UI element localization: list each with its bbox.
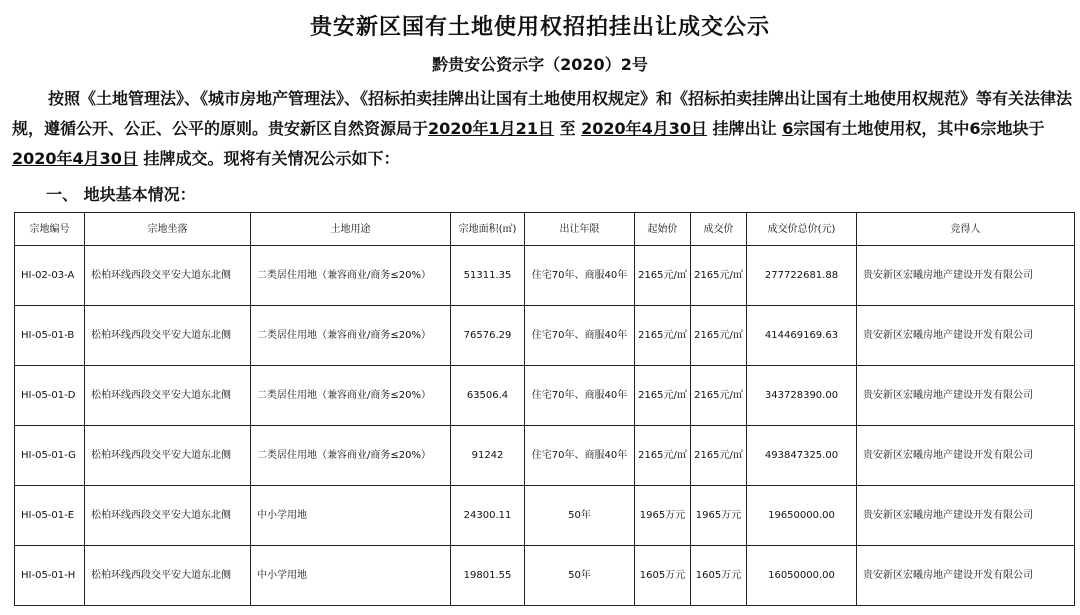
cell-land-use: 中小学用地	[251, 546, 451, 606]
header-deal-price: 成交价	[691, 213, 747, 246]
cell-parcel-id: HI-05-01-E	[15, 486, 85, 546]
cell-winner: 贵安新区宏曦房地产建设开发有限公司	[857, 486, 1075, 546]
table-row	[15, 246, 1075, 306]
cell-area: 19801.55	[451, 546, 525, 606]
intro-text-3: 挂牌出让	[707, 119, 783, 138]
cell-winner: 贵安新区宏曦房地产建设开发有限公司	[857, 366, 1075, 426]
cell-location: 松柏环线西段交平安大道东北侧	[85, 546, 251, 606]
cell-location: 松柏环线西段交平安大道东北侧	[85, 486, 251, 546]
document-number: 黔贵安公资示字（2020）2号	[432, 55, 648, 74]
cell-area: 51311.35	[451, 246, 525, 306]
cell-land-use: 二类居住用地（兼容商业/商务≤20%）	[251, 306, 451, 366]
start-date: 2020年1月21日	[428, 119, 554, 138]
cell-deal-price: 2165元/㎡	[691, 306, 747, 366]
cell-total-price: 19650000.00	[747, 486, 857, 546]
cell-land-use: 二类居住用地（兼容商业/商务≤20%）	[251, 426, 451, 486]
intro-text-2: 至	[553, 119, 582, 138]
table-header-row	[15, 213, 1075, 246]
cell-term: 住宅70年、商服40年	[525, 306, 635, 366]
parcel-table	[14, 212, 1075, 606]
cell-deal-price: 1965万元	[691, 486, 747, 546]
cell-parcel-id: HI-05-01-H	[15, 546, 85, 606]
cell-deal-price: 1605万元	[691, 546, 747, 606]
cell-start-price: 1965万元	[635, 486, 691, 546]
cell-area: 24300.11	[451, 486, 525, 546]
cell-area: 91242	[451, 426, 525, 486]
header-winner: 竞得人	[857, 213, 1075, 246]
cell-deal-price: 2165元/㎡	[691, 426, 747, 486]
cell-total-price: 414469169.63	[747, 306, 857, 366]
cell-area: 76576.29	[451, 306, 525, 366]
table-row	[15, 546, 1075, 606]
cell-land-use: 二类居住用地（兼容商业/商务≤20%）	[251, 246, 451, 306]
cell-parcel-id: HI-05-01-B	[15, 306, 85, 366]
cell-winner: 贵安新区宏曦房地产建设开发有限公司	[857, 546, 1075, 606]
cell-start-price: 2165元/㎡	[635, 306, 691, 366]
cell-start-price: 2165元/㎡	[635, 246, 691, 306]
end-date: 2020年4月30日	[581, 119, 708, 138]
cell-total-price: 16050000.00	[747, 546, 857, 606]
cell-deal-price: 2165元/㎡	[691, 366, 747, 426]
header-location: 宗地坐落	[85, 213, 251, 246]
cell-winner: 贵安新区宏曦房地产建设开发有限公司	[857, 426, 1075, 486]
table-row	[15, 426, 1075, 486]
table-row	[15, 306, 1075, 366]
intro-paragraph	[12, 84, 1072, 174]
cell-start-price: 1605万元	[635, 546, 691, 606]
parcel-count: 6	[782, 119, 794, 138]
intro-text-1: 按照《土地管理法》、《城市房地产管理法》、《招标拍卖挂牌出让国有土地使用权规定》和《招标拍卖挂牌出让国有土地使用权规范》等有关法律法规，遵循公开、公正、公平的原则。贵安新区自然资源局于	[12, 89, 1073, 138]
table-row	[15, 486, 1075, 546]
table-row	[15, 366, 1075, 426]
cell-term: 住宅70年、商服40年	[525, 426, 635, 486]
header-land-use: 土地用途	[251, 213, 451, 246]
intro-text-5: 挂牌成交。现将有关情况公示如下：	[137, 149, 400, 168]
deal-date: 2020年4月30日	[12, 149, 138, 168]
cell-term: 住宅70年、商服40年	[525, 366, 635, 426]
cell-location: 松柏环线西段交平安大道东北侧	[85, 306, 251, 366]
cell-total-price: 343728390.00	[747, 366, 857, 426]
cell-land-use: 中小学用地	[251, 486, 451, 546]
cell-start-price: 2165元/㎡	[635, 366, 691, 426]
cell-location: 松柏环线西段交平安大道东北侧	[85, 246, 251, 306]
cell-land-use: 二类居住用地（兼容商业/商务≤20%）	[251, 366, 451, 426]
cell-term: 住宅70年、商服40年	[525, 246, 635, 306]
cell-winner: 贵安新区宏曦房地产建设开发有限公司	[857, 246, 1075, 306]
section-heading: 一、 地块基本情况：	[46, 185, 196, 204]
cell-start-price: 2165元/㎡	[635, 426, 691, 486]
cell-term: 50年	[525, 546, 635, 606]
header-area: 宗地面积(㎡)	[451, 213, 525, 246]
header-start-price: 起始价	[635, 213, 691, 246]
cell-location: 松柏环线西段交平安大道东北侧	[85, 426, 251, 486]
header-total-price: 成交价总价(元)	[747, 213, 857, 246]
cell-total-price: 493847325.00	[747, 426, 857, 486]
intro-text-4: 宗国有土地使用权，其中6宗地块于	[793, 119, 1045, 138]
cell-parcel-id: HI-05-01-G	[15, 426, 85, 486]
cell-total-price: 277722681.88	[747, 246, 857, 306]
cell-location: 松柏环线西段交平安大道东北侧	[85, 366, 251, 426]
cell-area: 63506.4	[451, 366, 525, 426]
cell-parcel-id: HI-02-03-A	[15, 246, 85, 306]
cell-deal-price: 2165元/㎡	[691, 246, 747, 306]
header-parcel-id: 宗地编号	[15, 213, 85, 246]
cell-winner: 贵安新区宏曦房地产建设开发有限公司	[857, 306, 1075, 366]
cell-parcel-id: HI-05-01-D	[15, 366, 85, 426]
page-title: 贵安新区国有土地使用权招拍挂出让成交公示	[309, 14, 770, 40]
header-term: 出让年限	[525, 213, 635, 246]
cell-term: 50年	[525, 486, 635, 546]
